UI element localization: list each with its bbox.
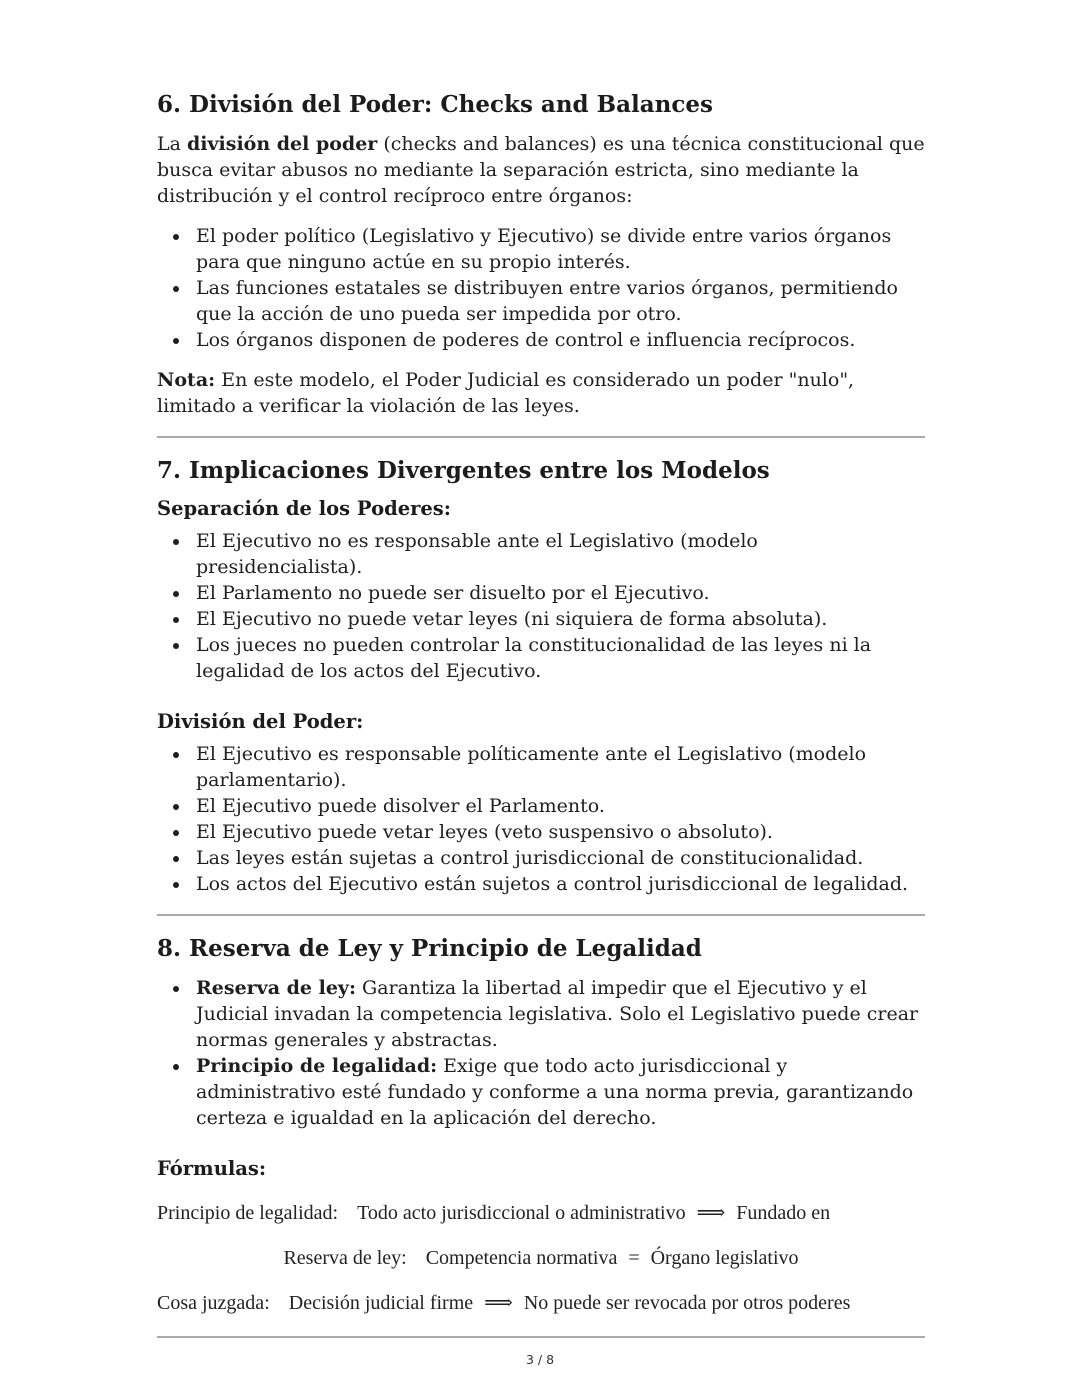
document-content — [157, 91, 925, 1357]
formula-right: No puede ser revocada por otros poderes — [523, 1292, 851, 1314]
section-6 — [157, 91, 925, 419]
section-7-title: 7. Implicaciones Divergentes entre los Modelos — [157, 457, 770, 484]
formula-label: Reserva de ley: — [283, 1247, 407, 1269]
section-6-title: 6. División del Poder: Checks and Balances — [157, 91, 713, 118]
list-item: • El Ejecutivo puede vetar leyes (veto suspensivo o absoluto). — [191, 819, 925, 845]
formula-reserva-de-ley — [157, 1246, 925, 1271]
separacion-bullet-list — [157, 528, 925, 684]
implies-arrow: ⟹ — [484, 1292, 513, 1314]
formula-right: Fundado en — [736, 1202, 831, 1224]
divider — [157, 914, 925, 916]
section-8-bullet-list — [157, 975, 925, 1131]
section-7-subheading-division: División del Poder: — [157, 710, 364, 733]
formula-label: Principio de legalidad: — [157, 1202, 339, 1224]
note-label: Nota: — [157, 369, 216, 391]
divider — [157, 1336, 925, 1338]
list-item: • Los órganos disponen de poderes de control e influencia recíprocos. — [191, 327, 925, 353]
list-item: • El Ejecutivo es responsable políticamente ante el Legislativo (modelo parlamentario). — [191, 741, 925, 793]
list-item: • Los jueces no pueden controlar la constitucionalidad de las leyes ni la legalidad de los actos del Ejecutivo. — [191, 632, 925, 684]
list-item: • El Ejecutivo puede disolver el Parlamento. — [191, 793, 925, 819]
list-item: • El Parlamento no puede ser disuelto por el Ejecutivo. — [191, 580, 925, 606]
section-6-intro — [157, 131, 925, 209]
section-7-subheading-separacion: Separación de los Poderes: — [157, 497, 451, 520]
equals-sign: = — [628, 1247, 640, 1269]
list-item: • Las leyes están sujetas a control jurisdiccional de constitucionalidad. — [191, 845, 925, 871]
formula-label: Cosa juzgada: — [157, 1292, 270, 1314]
list-item: • El Ejecutivo no es responsable ante el Legislativo (modelo presidencialista). — [191, 528, 925, 580]
term-text: Garantiza la libertad al impedir que el Ejecutivo y el Judicial invadan la competencia legislativa. Solo el Legislativo puede crear normas generales y abstractas. — [196, 977, 919, 1051]
list-item: • El Ejecutivo no puede vetar leyes (ni siquiera de forma absoluta). — [191, 606, 925, 632]
section-8 — [157, 935, 925, 1316]
intro-rest: (checks and balances) es una técnica constitucional que busca evitar abusos no mediante la separación estricta, sino mediante la distribución y el control recíproco entre órganos: — [157, 133, 925, 207]
section-7 — [157, 457, 925, 897]
list-item: • Las funciones estatales se distribuyen entre varios órganos, permitiendo que la acción de uno pueda ser impedida por otro. — [191, 275, 925, 327]
list-item: • El poder político (Legislativo y Ejecutivo) se divide entre varios órganos para que ninguno actúe en su propio interés. — [191, 223, 925, 275]
intro-prefix: La — [157, 133, 187, 155]
list-item: • Los actos del Ejecutivo están sujetos a control jurisdiccional de legalidad. — [191, 871, 925, 897]
term-principio-legalidad: Principio de legalidad: — [196, 1055, 438, 1077]
formula-right: Órgano legislativo — [650, 1247, 799, 1269]
section-8-title: 8. Reserva de Ley y Principio de Legalidad — [157, 935, 702, 962]
formula-left: Decisión judicial firme — [288, 1292, 474, 1314]
formula-cosa-juzgada — [157, 1291, 925, 1316]
term-reserva-de-ley: Reserva de ley: — [196, 977, 356, 999]
divider — [157, 436, 925, 438]
formula-left: Competencia normativa — [425, 1247, 618, 1269]
section-6-bullet-list — [157, 223, 925, 353]
section-6-note — [157, 367, 925, 419]
list-item — [191, 1053, 925, 1131]
formula-principio-de-legalidad — [157, 1201, 925, 1226]
note-text: En este modelo, el Poder Judicial es considerado un poder "nulo", limitado a verificar la violación de las leyes. — [157, 369, 855, 417]
intro-bold: división del poder — [186, 133, 378, 155]
page-number: 3 / 8 — [525, 1352, 555, 1367]
division-bullet-list — [157, 741, 925, 897]
implies-arrow: ⟹ — [696, 1202, 726, 1224]
list-item — [191, 975, 925, 1053]
term-text: Exige que todo acto jurisdiccional y administrativo esté fundado y conforme a una norma previa, garantizando certeza e igualdad en la aplicación del derecho. — [196, 1055, 914, 1129]
formula-left: Todo acto jurisdiccional o administrativo — [357, 1202, 686, 1224]
formulas-heading: Fórmulas: — [157, 1157, 267, 1180]
